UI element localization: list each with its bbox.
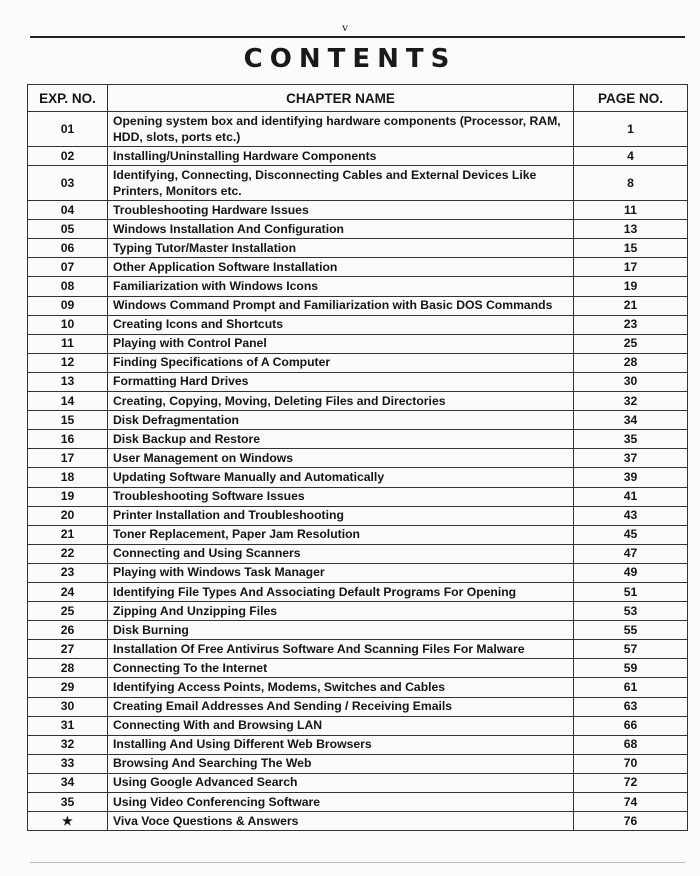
table-row xyxy=(28,563,688,582)
exp-no-cell: 34 xyxy=(28,773,108,792)
chapter-name-cell: Troubleshooting Software Issues xyxy=(108,487,574,506)
page-no-cell: 41 xyxy=(574,487,688,506)
exp-no-cell: 20 xyxy=(28,506,108,525)
chapter-name-cell: User Management on Windows xyxy=(108,449,574,468)
page-no-cell: 55 xyxy=(574,621,688,640)
bottom-rule xyxy=(30,862,685,863)
table-row xyxy=(28,602,688,621)
exp-no-cell: 32 xyxy=(28,735,108,754)
page-no-cell: 76 xyxy=(574,812,688,831)
page-no-cell: 21 xyxy=(574,296,688,315)
table-row xyxy=(28,411,688,430)
table-row xyxy=(28,697,688,716)
page-no-cell: 32 xyxy=(574,392,688,411)
page-no-cell: 72 xyxy=(574,773,688,792)
page-no-cell: 11 xyxy=(574,201,688,220)
exp-no-cell: 28 xyxy=(28,659,108,678)
chapter-name-cell: Viva Voce Questions & Answers xyxy=(108,812,574,831)
page-no-cell: 28 xyxy=(574,353,688,372)
chapter-name-cell: Zipping And Unzipping Files xyxy=(108,602,574,621)
chapter-name-cell: Disk Backup and Restore xyxy=(108,430,574,449)
page-no-cell: 15 xyxy=(574,239,688,258)
exp-no-cell: 24 xyxy=(28,582,108,601)
table-row xyxy=(28,487,688,506)
page-no-cell: 19 xyxy=(574,277,688,296)
table-row xyxy=(28,277,688,296)
exp-no-cell: 09 xyxy=(28,296,108,315)
chapter-name-cell: Using Google Advanced Search xyxy=(108,773,574,792)
table-row xyxy=(28,296,688,315)
exp-no-header: EXP. NO. xyxy=(28,85,108,112)
page-no-cell: 63 xyxy=(574,697,688,716)
exp-no-cell: 19 xyxy=(28,487,108,506)
exp-no-cell: 13 xyxy=(28,372,108,391)
page-no-cell: 39 xyxy=(574,468,688,487)
page-no-cell: 53 xyxy=(574,602,688,621)
chapter-name-cell: Troubleshooting Hardware Issues xyxy=(108,201,574,220)
table-row xyxy=(28,773,688,792)
table-row xyxy=(28,468,688,487)
table-row xyxy=(28,147,688,166)
chapter-name-cell: Other Application Software Installation xyxy=(108,258,574,277)
chapter-name-cell: Creating Icons and Shortcuts xyxy=(108,315,574,334)
exp-no-cell: 29 xyxy=(28,678,108,697)
chapter-name-cell: Playing with Windows Task Manager xyxy=(108,563,574,582)
chapter-name-cell: Typing Tutor/Master Installation xyxy=(108,239,574,258)
table-row xyxy=(28,659,688,678)
exp-no-cell: 17 xyxy=(28,449,108,468)
chapter-name-cell: Updating Software Manually and Automatically xyxy=(108,468,574,487)
page-no-cell: 43 xyxy=(574,506,688,525)
exp-no-cell: 35 xyxy=(28,793,108,812)
table-row xyxy=(28,735,688,754)
table-row xyxy=(28,201,688,220)
contents-table xyxy=(27,84,688,831)
top-rule xyxy=(30,36,685,38)
chapter-name-cell: Opening system box and identifying hardware components (Processor, RAM, HDD, slots, ports etc.) xyxy=(108,112,574,147)
exp-no-cell: 01 xyxy=(28,112,108,147)
chapter-name-header: CHAPTER NAME xyxy=(108,85,574,112)
chapter-name-cell: Connecting To the Internet xyxy=(108,659,574,678)
page-no-cell: 74 xyxy=(574,793,688,812)
exp-no-cell: 22 xyxy=(28,544,108,563)
table-row xyxy=(28,506,688,525)
page-number: v xyxy=(342,20,348,34)
page-no-cell: 51 xyxy=(574,582,688,601)
chapter-name-cell: Browsing And Searching The Web xyxy=(108,754,574,773)
exp-no-cell: ★ xyxy=(28,812,108,831)
table-row xyxy=(28,812,688,831)
page-no-cell: 13 xyxy=(574,220,688,239)
chapter-name-cell: Connecting With and Browsing LAN xyxy=(108,716,574,735)
page-no-cell: 66 xyxy=(574,716,688,735)
page-no-cell: 1 xyxy=(574,112,688,147)
exp-no-cell: 14 xyxy=(28,392,108,411)
page-no-cell: 68 xyxy=(574,735,688,754)
exp-no-cell: 25 xyxy=(28,602,108,621)
exp-no-cell: 05 xyxy=(28,220,108,239)
exp-no-cell: 10 xyxy=(28,315,108,334)
table-row xyxy=(28,449,688,468)
table-row xyxy=(28,754,688,773)
exp-no-cell: 06 xyxy=(28,239,108,258)
chapter-name-cell: Disk Burning xyxy=(108,621,574,640)
table-row xyxy=(28,353,688,372)
chapter-name-cell: Windows Command Prompt and Familiarization with Basic DOS Commands xyxy=(108,296,574,315)
table-row xyxy=(28,112,688,147)
table-row xyxy=(28,258,688,277)
table-row xyxy=(28,372,688,391)
page-no-cell: 35 xyxy=(574,430,688,449)
chapter-name-cell: Identifying Access Points, Modems, Switches and Cables xyxy=(108,678,574,697)
table-row xyxy=(28,793,688,812)
table-row xyxy=(28,640,688,659)
page-no-cell: 49 xyxy=(574,563,688,582)
page-no-cell: 57 xyxy=(574,640,688,659)
exp-no-cell: 02 xyxy=(28,147,108,166)
exp-no-cell: 21 xyxy=(28,525,108,544)
page-no-cell: 47 xyxy=(574,544,688,563)
exp-no-cell: 26 xyxy=(28,621,108,640)
table-row xyxy=(28,716,688,735)
page-no-cell: 23 xyxy=(574,315,688,334)
chapter-name-cell: Connecting and Using Scanners xyxy=(108,544,574,563)
chapter-name-cell: Formatting Hard Drives xyxy=(108,372,574,391)
page-title: CONTENTS xyxy=(243,44,457,74)
page-no-cell: 61 xyxy=(574,678,688,697)
table-row xyxy=(28,220,688,239)
exp-no-cell: 15 xyxy=(28,411,108,430)
exp-no-cell: 16 xyxy=(28,430,108,449)
exp-no-cell: 18 xyxy=(28,468,108,487)
table-row xyxy=(28,525,688,544)
chapter-name-cell: Using Video Conferencing Software xyxy=(108,793,574,812)
exp-no-cell: 23 xyxy=(28,563,108,582)
table-row xyxy=(28,582,688,601)
chapter-name-cell: Windows Installation And Configuration xyxy=(108,220,574,239)
page-no-cell: 17 xyxy=(574,258,688,277)
exp-no-cell: 08 xyxy=(28,277,108,296)
page-no-cell: 70 xyxy=(574,754,688,773)
chapter-name-cell: Installing/Uninstalling Hardware Components xyxy=(108,147,574,166)
page-no-cell: 37 xyxy=(574,449,688,468)
chapter-name-cell: Creating, Copying, Moving, Deleting Files and Directories xyxy=(108,392,574,411)
table-row xyxy=(28,544,688,563)
table-row xyxy=(28,334,688,353)
chapter-name-cell: Creating Email Addresses And Sending / Receiving Emails xyxy=(108,697,574,716)
table-row xyxy=(28,392,688,411)
exp-no-cell: 11 xyxy=(28,334,108,353)
page-no-cell: 30 xyxy=(574,372,688,391)
exp-no-cell: 31 xyxy=(28,716,108,735)
exp-no-cell: 27 xyxy=(28,640,108,659)
table-row xyxy=(28,621,688,640)
contents-body xyxy=(28,112,688,831)
chapter-name-cell: Identifying, Connecting, Disconnecting Cables and External Devices Like Printers, Monitors etc. xyxy=(108,166,574,201)
chapter-name-cell: Printer Installation and Troubleshooting xyxy=(108,506,574,525)
chapter-name-cell: Identifying File Types And Associating Default Programs For Opening xyxy=(108,582,574,601)
chapter-name-cell: Disk Defragmentation xyxy=(108,411,574,430)
table-row xyxy=(28,430,688,449)
chapter-name-cell: Playing with Control Panel xyxy=(108,334,574,353)
chapter-name-cell: Familiarization with Windows Icons xyxy=(108,277,574,296)
page-no-header: PAGE NO. xyxy=(574,85,688,112)
chapter-name-cell: Toner Replacement, Paper Jam Resolution xyxy=(108,525,574,544)
chapter-name-cell: Installing And Using Different Web Browsers xyxy=(108,735,574,754)
exp-no-cell: 07 xyxy=(28,258,108,277)
table-row xyxy=(28,315,688,334)
exp-no-cell: 12 xyxy=(28,353,108,372)
table-row xyxy=(28,678,688,697)
page-no-cell: 8 xyxy=(574,166,688,201)
page-no-cell: 59 xyxy=(574,659,688,678)
exp-no-cell: 33 xyxy=(28,754,108,773)
exp-no-cell: 30 xyxy=(28,697,108,716)
page-no-cell: 4 xyxy=(574,147,688,166)
header-row xyxy=(28,85,688,112)
table-row xyxy=(28,166,688,201)
page-no-cell: 45 xyxy=(574,525,688,544)
exp-no-cell: 03 xyxy=(28,166,108,201)
table-row xyxy=(28,239,688,258)
page-no-cell: 34 xyxy=(574,411,688,430)
exp-no-cell: 04 xyxy=(28,201,108,220)
chapter-name-cell: Finding Specifications of A Computer xyxy=(108,353,574,372)
chapter-name-cell: Installation Of Free Antivirus Software And Scanning Files For Malware xyxy=(108,640,574,659)
page-no-cell: 25 xyxy=(574,334,688,353)
